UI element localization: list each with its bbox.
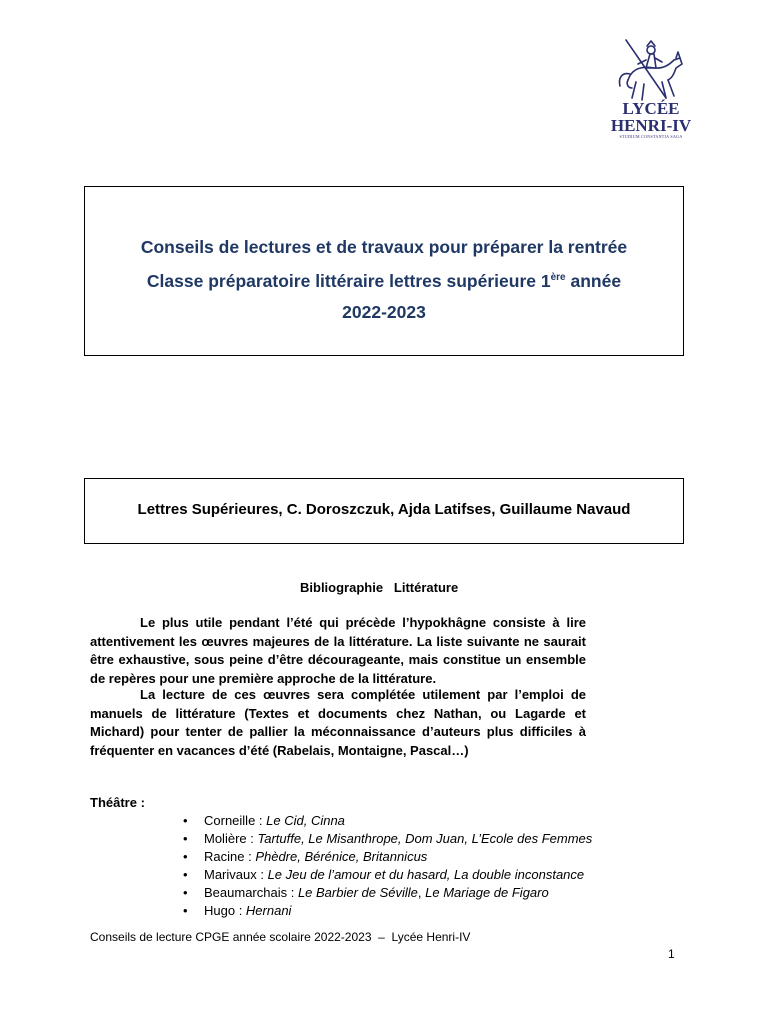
title-line-2 [85, 271, 683, 292]
title-line-2-pre: Classe préparatoire littéraire lettres supérieure 1 [146, 271, 551, 291]
list-item [180, 848, 592, 866]
list-item-works: Le Jeu de l’amour et du hasard, La double inconstance [267, 867, 585, 882]
list-item-author: Racine : [204, 849, 256, 864]
list-item-author: Beaumarchais : [204, 885, 298, 900]
horseman-emblem-icon [606, 38, 696, 102]
page-footer: Conseils de lecture CPGE année scolaire 2022-2023 – Lycée Henri-IV [90, 930, 471, 944]
list-item-author: Corneille : [204, 813, 267, 828]
list-item [180, 884, 592, 902]
logo-motto: STUDIUM CONSTANTIA SAGA [619, 134, 683, 139]
title-line-2-post: année [565, 271, 622, 291]
title-line-2-superscript: ère [550, 272, 566, 283]
list-item-works-2: Le Mariage de Figaro [425, 885, 549, 900]
bullet-icon: • [183, 849, 188, 864]
list-item [180, 902, 592, 920]
bibliography-heading: Bibliographie Littérature [300, 580, 459, 595]
list-item-author: Molière : [204, 831, 258, 846]
logo-line-1: LYCÉE [622, 99, 680, 118]
paragraph-2: La lecture de ces œuvres sera complétée utilement par l’emploi de manuels de littérature (Textes et documents chez Nathan, ou Lagarde et Michard) pour tenter de pallier la méconnaissance d’auteurs plus difficiles à fréquenter en vacances d’été (Rabelais, Montaigne, Pascal…) [90, 687, 586, 758]
list-item-author: Marivaux : [204, 867, 268, 882]
bullet-icon: • [183, 813, 188, 828]
list-item-works: Tartuffe, Le Misanthrope, Dom Juan, L’Ecole des Femmes [257, 831, 593, 846]
list-item [180, 866, 592, 884]
authors-box [84, 478, 684, 544]
title-line-1: Conseils de lectures et de travaux pour préparer la rentrée [140, 237, 628, 257]
list-item-works: Le Cid, Cinna [266, 813, 345, 828]
list-item [180, 830, 592, 848]
page-number: 1 [668, 947, 675, 961]
bullet-icon: • [183, 867, 188, 882]
list-item-works: Phèdre, Bérénice, Britannicus [255, 849, 428, 864]
title-year: 2022-2023 [342, 302, 426, 322]
list-item [180, 812, 592, 830]
list-item-author: Hugo : [204, 903, 246, 918]
list-item-works: Hernani [245, 903, 292, 918]
paragraph-1: Le plus utile pendant l’été qui précède l’hypokhâgne consiste à lire attentivement les œuvres majeures de la littérature. La liste suivante ne saurait être exhaustive, sous peine d’être décourageante, mais constitue un ensemble de repères pour une première approche de la littérature. [90, 615, 586, 686]
bullet-icon: • [183, 903, 188, 918]
bullet-icon: • [183, 885, 188, 900]
school-logo [606, 38, 696, 138]
authors-text: Lettres Supérieures, C. Doroszczuk, Ajda Latifses, Guillaume Navaud [137, 501, 631, 518]
theatre-list [180, 812, 592, 920]
list-item-separator: , [417, 885, 426, 900]
bullet-icon: • [183, 831, 188, 846]
logo-line-2: HENRI-IV [610, 116, 692, 135]
list-item-works: Le Barbier de Séville [297, 885, 418, 900]
theatre-heading: Théâtre : [90, 795, 145, 810]
title-box [84, 186, 684, 356]
